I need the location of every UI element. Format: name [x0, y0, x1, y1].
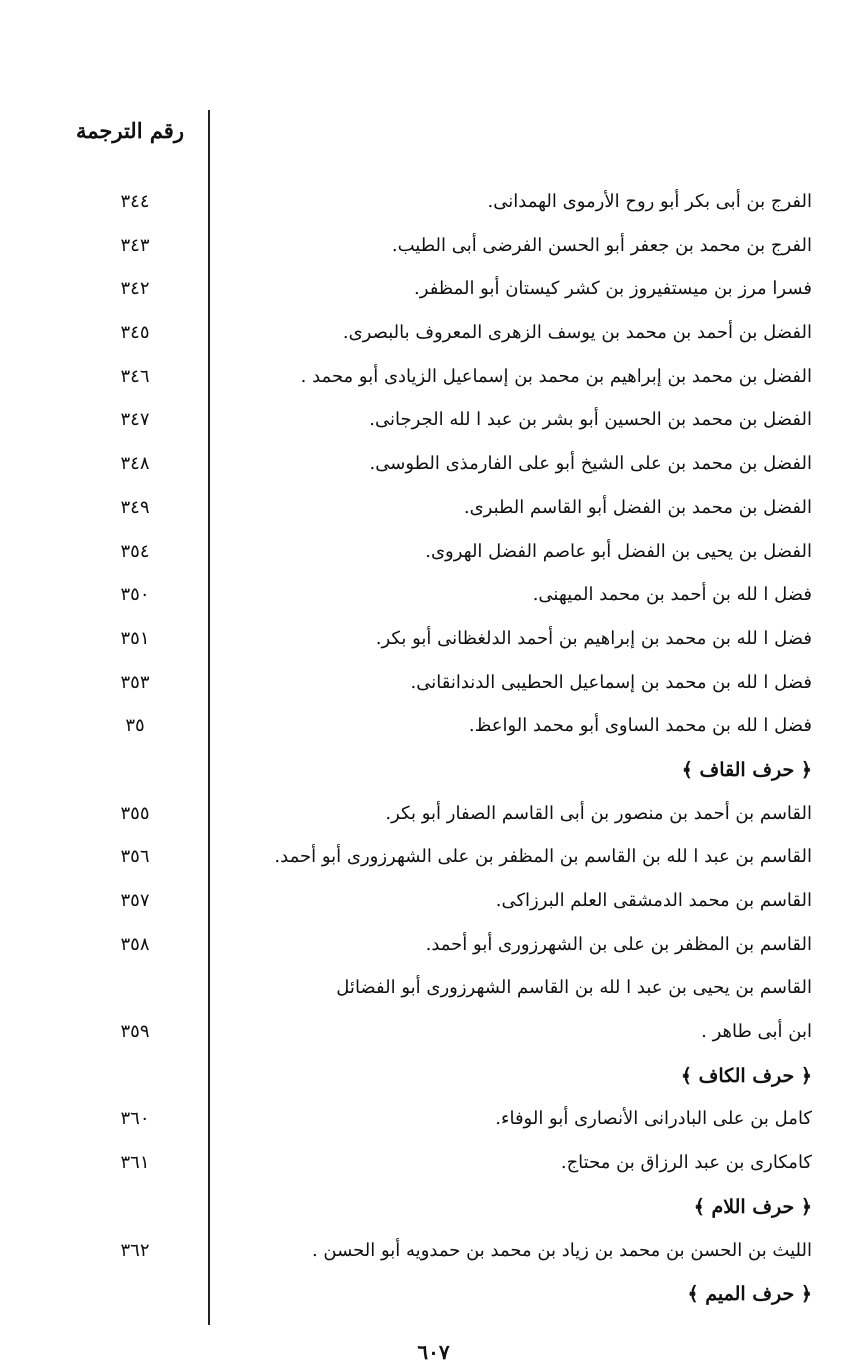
- entry-name: فضل ا لله بن محمد الساوى أبو محمد الواعظ.: [468, 715, 812, 737]
- entry-number: ٣٦٢: [120, 1239, 150, 1261]
- entry-number: ٣٤٨: [120, 453, 150, 475]
- list-item: [0, 622, 867, 666]
- entry-name: القاسم بن يحيى بن عبد ا لله بن القاسم الشهرزورى أبو الفضائل: [336, 977, 812, 999]
- list-item: [0, 578, 867, 622]
- entry-name: كامل بن على البادرانى الأنصارى أبو الوفاء.: [495, 1108, 812, 1130]
- section-heading: [0, 1190, 867, 1234]
- list-item: [0, 709, 867, 753]
- entry-name: الليث بن الحسن بن محمد بن زياد بن محمد بن حمدويه أبو الحسن .: [311, 1239, 812, 1261]
- entry-name: فسرا مرز بن ميستفيروز بن كشر كيستان أبو المظفر.: [414, 278, 812, 300]
- section-heading-text: ﴿ حرف القاف ﴾: [681, 758, 812, 781]
- list-item: [0, 840, 867, 884]
- entry-number: ٣٥٣: [120, 671, 150, 693]
- list-item: [0, 666, 867, 710]
- section-heading: [0, 1059, 867, 1103]
- list-item: [0, 447, 867, 491]
- entry-number: ٣٤٥: [120, 322, 150, 344]
- entry-name: القاسم بن محمد الدمشقى العلم البرزاكى.: [495, 890, 812, 911]
- entry-number: ٣٤٤: [120, 191, 150, 212]
- section-heading: [0, 1277, 867, 1321]
- section-heading-text: ﴿ حرف الميم ﴾: [687, 1283, 812, 1306]
- list-item: [0, 884, 867, 928]
- column-header-translation-number: رقم الترجمة: [75, 118, 184, 143]
- entry-name: القاسم بن أحمد بن منصور بن أبى القاسم الصفار أبو بكر.: [385, 802, 812, 824]
- entry-number: ٣٥٥: [120, 802, 150, 824]
- entry-name: الفضل بن محمد بن الحسين أبو بشر بن عبد ا لله الجرجانى.: [369, 409, 812, 431]
- entry-name: الفضل بن محمد بن الفضل أبو القاسم الطبرى.: [463, 496, 812, 518]
- entry-name: فضل ا لله بن محمد بن إسماعيل الحطيبى الدندانقانى.: [410, 671, 812, 693]
- entry-number: ٣٥١: [120, 627, 150, 649]
- entry-number: ٣٥٩: [120, 1021, 150, 1043]
- list-item: [0, 928, 867, 972]
- list-item: [0, 1102, 867, 1146]
- entry-name: فضل ا لله بن أحمد بن محمد الميهنى.: [532, 584, 812, 606]
- entry-number: ٣٥٧: [120, 890, 150, 911]
- entry-list: [0, 185, 867, 1321]
- list-item: [0, 1234, 867, 1278]
- list-item: [0, 491, 867, 535]
- list-item: [0, 272, 867, 316]
- entry-name: الفضل بن أحمد بن محمد بن يوسف الزهرى المعروف بالبصرى.: [342, 322, 812, 344]
- entry-number: ٣٦٠: [120, 1108, 150, 1130]
- list-item: [0, 316, 867, 360]
- entry-name: القاسم بن المظفر بن على بن الشهرزورى أبو أحمد.: [425, 933, 812, 955]
- section-heading-text: ﴿ حرف اللام ﴾: [693, 1195, 812, 1218]
- entry-number: ٣٥٤: [120, 540, 150, 562]
- entry-name: الفرج بن محمد بن جعفر أبو الحسن الفرضى أبى الطيب.: [391, 234, 812, 256]
- entry-name: كامكارى بن عبد الرزاق بن محتاج.: [560, 1152, 812, 1174]
- page-number: ٦٠٧: [417, 1340, 450, 1364]
- list-item: [0, 535, 867, 579]
- list-item: [0, 185, 867, 229]
- entry-name: الفضل بن محمد بن إبراهيم بن محمد بن إسماعيل الزيادى أبو محمد .: [300, 365, 812, 387]
- entry-name: فضل ا لله بن محمد بن إبراهيم بن أحمد الدلغظانى أبو بكر.: [375, 627, 812, 649]
- entry-name: الفضل بن يحيى بن الفضل أبو عاصم الفضل الهروى.: [425, 540, 812, 562]
- list-item: [0, 1015, 867, 1059]
- entry-name: الفضل بن محمد بن على الشيخ أبو على الفارمذى الطوسى.: [369, 453, 812, 475]
- entry-number: ٣٤٣: [120, 234, 150, 256]
- section-heading: [0, 753, 867, 797]
- entry-number: ٣٥: [125, 715, 145, 737]
- list-item: [0, 229, 867, 273]
- entry-number: ٣٤٩: [120, 496, 150, 518]
- entry-number: ٣٤٧: [120, 409, 150, 431]
- list-item: [0, 971, 867, 1015]
- entry-number: ٣٥٨: [120, 933, 150, 955]
- list-item: [0, 1146, 867, 1190]
- entry-name: الفرج بن أبى بكر أبو روح الأرموى الهمدانى.: [487, 191, 812, 212]
- list-item: [0, 403, 867, 447]
- entry-name: القاسم بن عبد ا لله بن القاسم بن المظفر بن على الشهرزورى أبو أحمد.: [274, 846, 812, 868]
- list-item: [0, 360, 867, 404]
- section-heading-text: ﴿ حرف الكاف ﴾: [680, 1064, 812, 1087]
- list-item: [0, 797, 867, 841]
- entry-number: ٣٤٢: [120, 278, 150, 300]
- entry-name: ابن أبى طاهر .: [701, 1021, 812, 1043]
- entry-number: ٣٤٦: [120, 365, 150, 387]
- entry-number: ٣٥٠: [120, 584, 150, 606]
- entry-number: ٣٦١: [120, 1152, 150, 1174]
- entry-number: ٣٥٦: [120, 846, 150, 868]
